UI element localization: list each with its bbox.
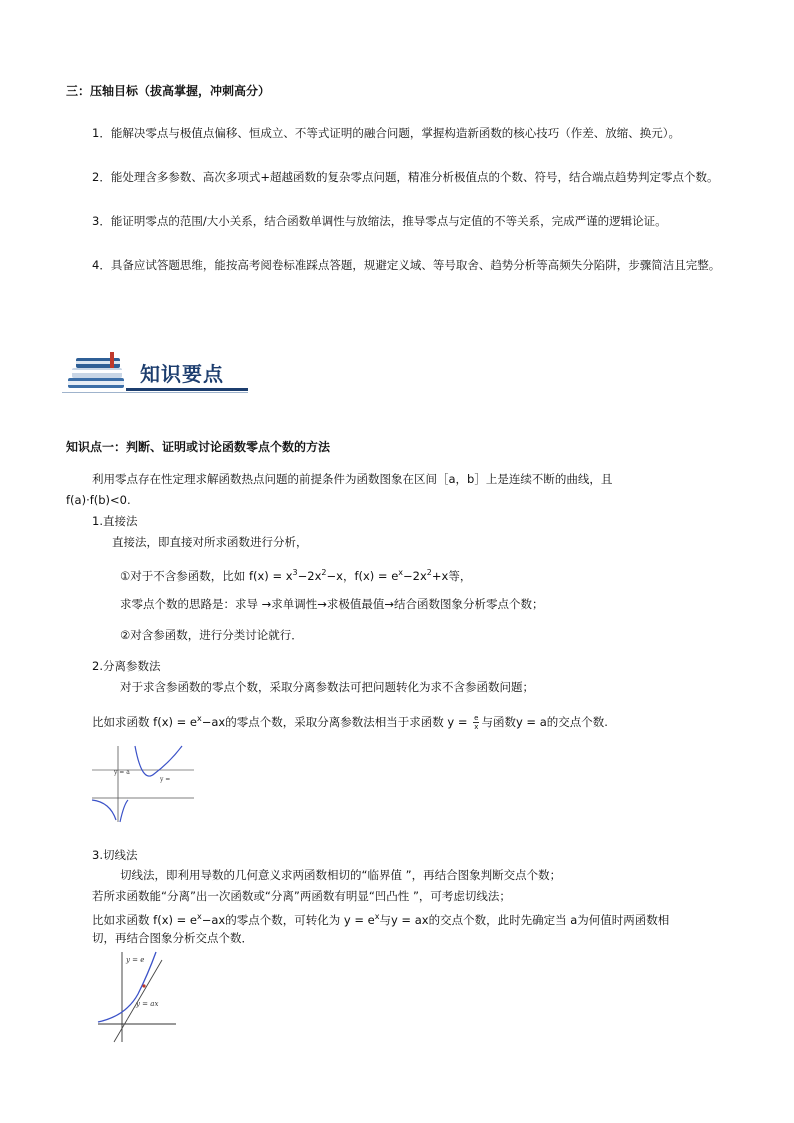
section-heading: 三：压轴目标（拔高掌握，冲刺高分）: [66, 84, 271, 98]
method1-steps: 求零点个数的思路是：求导 →求单调性→求极值最值→结合函数图象分析零点个数；: [120, 597, 544, 611]
graph1-label-fn: y =: [160, 776, 171, 783]
graph1-label-a: y = a: [114, 769, 130, 776]
method3-desc: 切线法，即利用导数的几何意义求两函数相切的“临界值 ”，再结合图象判断交点个数；: [120, 868, 562, 882]
goal-item-3: 3．能证明零点的范围/大小关系，结合函数单调性与放缩法，推导零点与定值的不等关系，完成严谨的逻辑论证。: [92, 214, 667, 228]
method3-line2: 若所求函数能“分离”出一次函数或“分离”两函数有明显“凹凸性 ”，可考虑切线法；: [92, 889, 511, 903]
method1-desc: 直接法，即直接对所求函数进行分析，: [112, 535, 308, 549]
graph2-label-ex: y = e: [126, 956, 145, 964]
method2-desc: 对于求含参函数的零点个数，采取分离参数法可把问题转化为求不含参函数问题；: [120, 680, 534, 694]
books-icon: [62, 348, 134, 394]
method3-title: 3.切线法: [92, 848, 138, 862]
banner-underline-thin: [62, 392, 248, 393]
graph2-label-ax: y = ax: [136, 1000, 159, 1008]
method2-title: 2.分离参数法: [92, 659, 161, 673]
method3-line3: 比如求函数 $f(x) = e^x-ax$的零点个数，可转化为 $y = e^x$与y = ax的交点个数，此时先确定当 a为何值时两函数相: [92, 912, 670, 927]
method3-line4: 切，再结合图象分析交点个数．: [92, 931, 253, 945]
kp1-intro-line1: 利用零点存在性定理求解函数热点问题的前提条件为函数图象在区间［a，b］上是连续不断的曲线，且: [92, 472, 613, 486]
kp1-heading: 知识点一：判断、证明或讨论函数零点个数的方法: [66, 440, 331, 454]
method1-title: 1.直接法: [92, 514, 138, 528]
knowledge-banner: [62, 348, 248, 394]
tangent-graph: [96, 950, 178, 1044]
method2-example: 比如求函数 $f(x) = e^x-ax$的零点个数，采取分离参数法相当于求函数 y = $\frac{e}{x}$ 与函数y = a的交点个数.: [92, 713, 608, 731]
method1-item1: ①对于不含参函数，比如 $f(x) = x^3-2x^2-x$，$f(x) = e^x-2x^2+x$等，: [120, 568, 472, 583]
banner-title: 知识要点: [140, 362, 224, 386]
fraction: $\frac{e}{x}$: [474, 713, 479, 731]
separation-graph: [90, 744, 198, 824]
kp1-intro-line2: f(a)·f(b)<0.: [66, 493, 131, 507]
method1-item2: ②对含参函数，进行分类讨论就行．: [120, 628, 303, 642]
goal-item-2: 2．能处理含多参数、高次多项式+超越函数的复杂零点问题，精准分析极值点的个数、符号，结合端点趋势判定零点个数。: [92, 170, 719, 184]
goal-item-4: 4．具备应试答题思维，能按高考阅卷标准踩点答题，规避定义域、等号取舍、趋势分析等高频失分陷阱，步骤简洁且完整。: [92, 258, 721, 272]
goal-item-1: 1．能解决零点与极值点偏移、恒成立、不等式证明的融合问题，掌握构造新函数的核心技巧（作差、放缩、换元）。: [92, 126, 681, 140]
banner-underline: [126, 388, 248, 391]
